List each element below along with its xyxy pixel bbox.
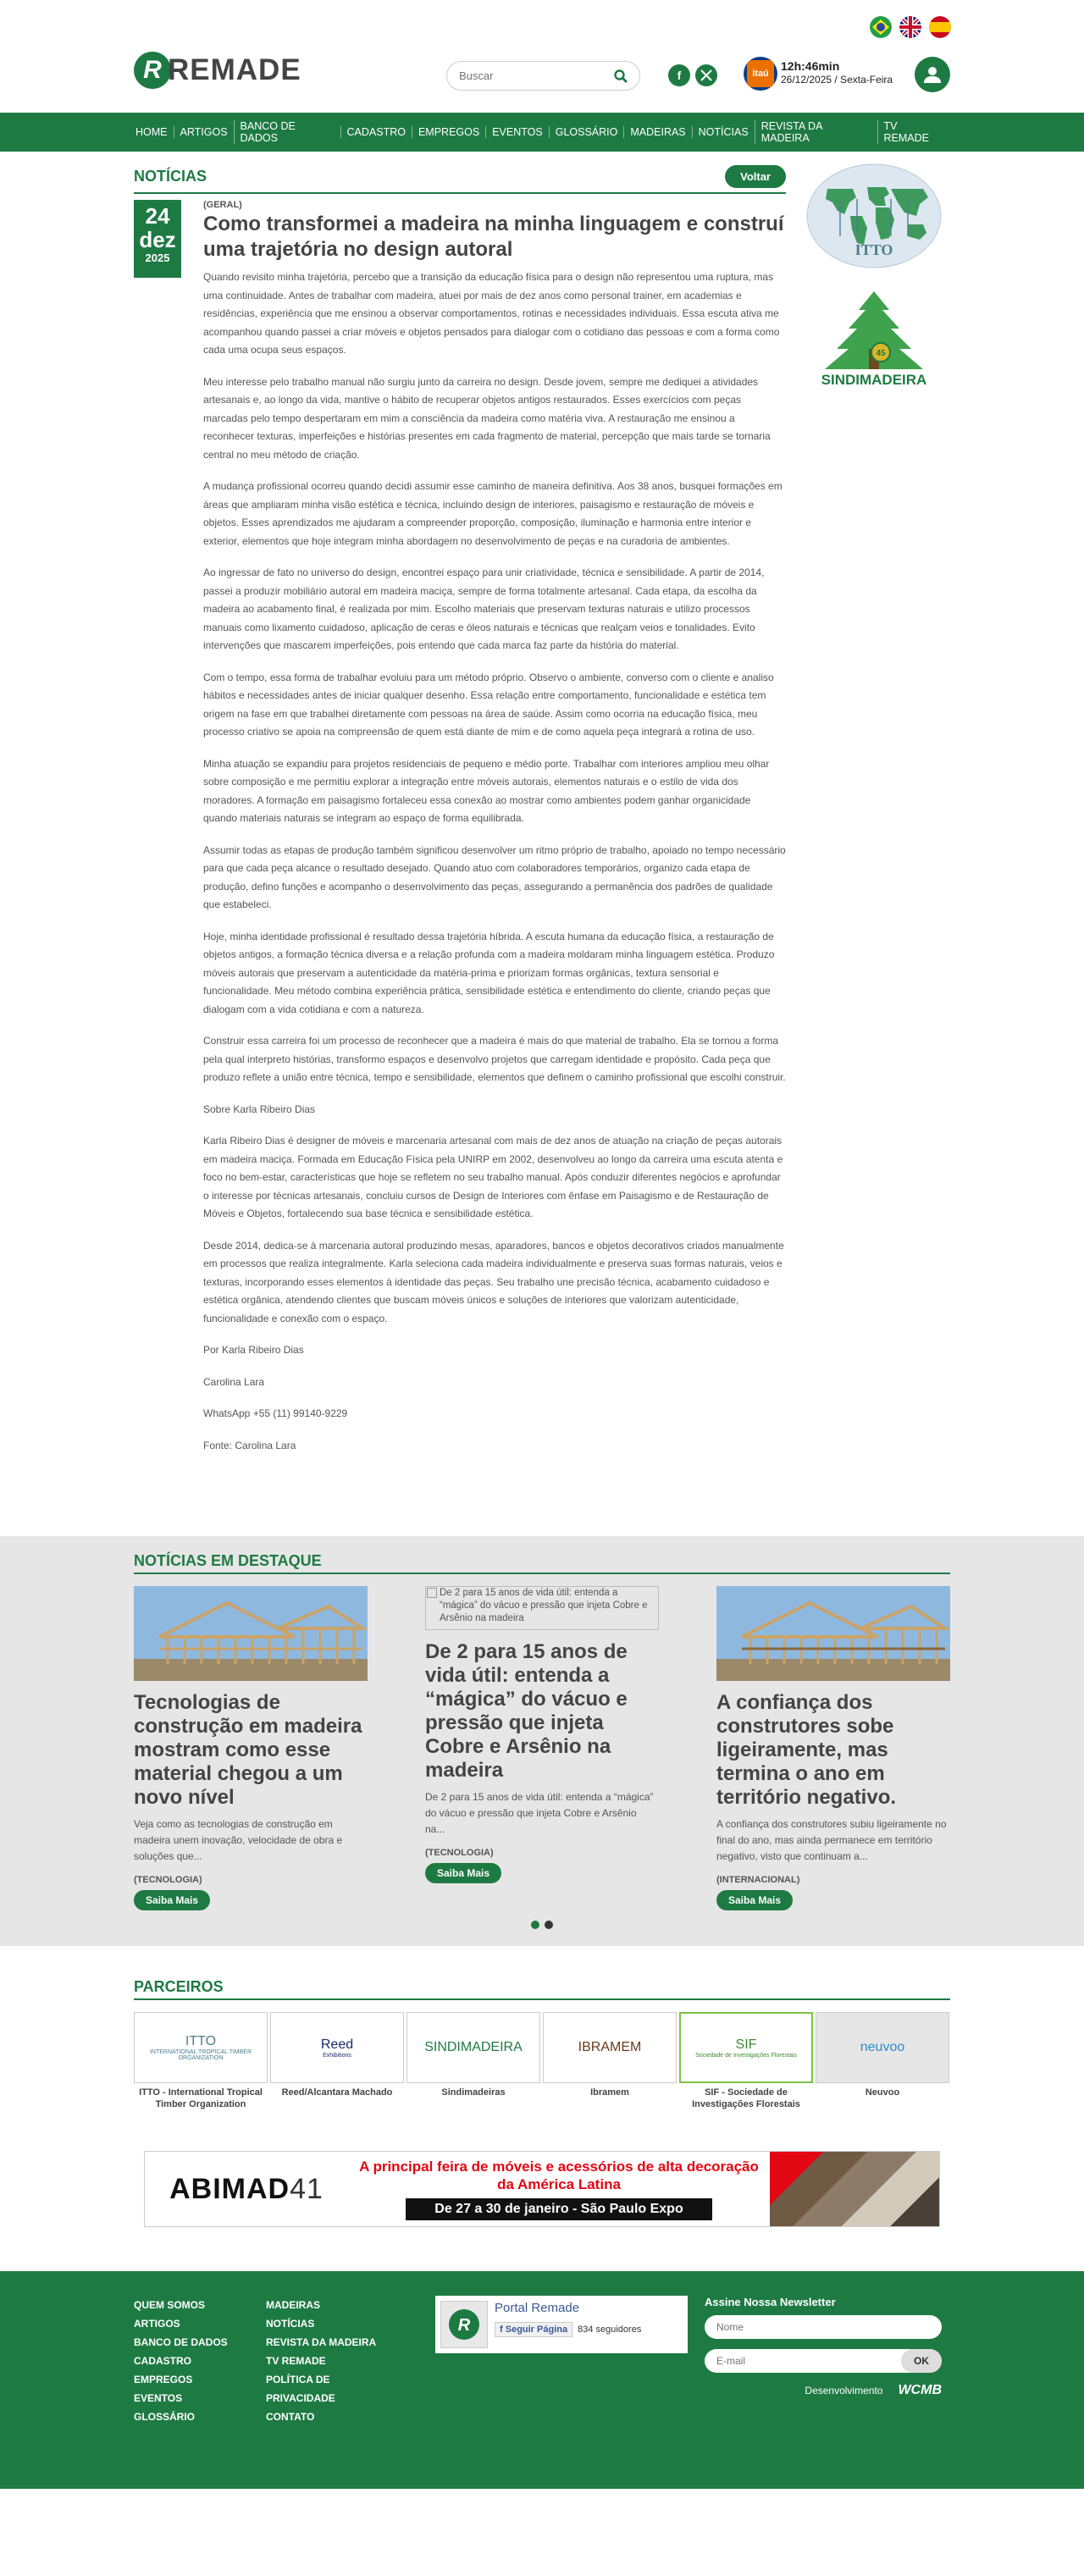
nav-item-madeiras[interactable]: MADEIRAS	[623, 126, 691, 138]
article-paragraph: Por Karla Ribeiro Dias	[203, 1344, 304, 1356]
partner-item[interactable]	[816, 2012, 949, 2110]
card-read-more-button[interactable]: Saiba Mais	[134, 1890, 210, 1910]
banner-brand-logo	[145, 2152, 348, 2226]
nav-item-empregos[interactable]: EMPREGOS	[412, 126, 485, 138]
footer-link[interactable]: NOTÍCIAS	[266, 2318, 315, 2330]
banner-photo	[770, 2152, 939, 2226]
footer-link[interactable]: TV REMADE	[266, 2355, 326, 2367]
nav-item-artigos[interactable]: ARTIGOS	[174, 126, 234, 138]
card-image-alt: De 2 para 15 anos de vida útil: entenda a “mágica” do vácuo e pressão que injeta Cobre e Arsênio na madeira	[440, 1588, 648, 1623]
partner-item[interactable]	[270, 2012, 404, 2110]
partners-section	[0, 1946, 1084, 2227]
newsletter-name-input[interactable]	[705, 2315, 942, 2339]
featured-news-section	[0, 1536, 1084, 1946]
developer-brand[interactable]: WCMB	[898, 2383, 942, 2397]
svg-text:R: R	[457, 2316, 471, 2335]
clock-widget	[781, 59, 893, 86]
partner-logo[interactable]	[134, 2012, 268, 2083]
article-paragraph: Carolina Lara	[203, 1375, 265, 1388]
footer-link[interactable]: CONTATO	[266, 2411, 315, 2423]
search-box	[446, 61, 640, 91]
card-excerpt: De 2 para 15 anos de vida útil: entenda a “mágica” do vácuo e pressão que injeta Cobre e Arsênio na...	[425, 1791, 654, 1835]
partner-name: Sindimadeiras	[441, 2087, 506, 2098]
facebook-follow-button[interactable]	[495, 2322, 572, 2337]
footer-link[interactable]: EVENTOS	[134, 2392, 183, 2404]
main-navigation	[0, 113, 1084, 152]
card-image[interactable]	[134, 1586, 368, 1681]
nav-item-cadastro[interactable]: CADASTRO	[340, 126, 412, 138]
footer-link[interactable]: ARTIGOS	[134, 2318, 180, 2330]
footer-link[interactable]: BANCO DE DADOS	[134, 2336, 228, 2348]
search-icon[interactable]	[614, 69, 628, 83]
partners-title: PARCEIROS	[134, 1978, 224, 1995]
nav-item-tv-remade[interactable]: TV REMADE	[877, 120, 950, 144]
footer-link[interactable]: MADEIRAS	[266, 2299, 321, 2311]
partner-logo-subtext: INTERNATIONAL TROPICAL TIMBER ORGANIZATION	[149, 2049, 252, 2061]
card-excerpt: Veja como as tecnologias de construção em madeira unem inovação, velocidade de obra e soluções que...	[134, 1818, 343, 1862]
card-read-more-button[interactable]: Saiba Mais	[425, 1863, 501, 1883]
partner-logo-text: neuvoo	[860, 2040, 905, 2054]
footer-link[interactable]: CADASTRO	[134, 2355, 191, 2367]
flag-spain-icon[interactable]	[929, 16, 951, 38]
card-excerpt: A confiança dos construtores subiu ligeiramente no final do ano, mas ainda permanece em território negativo, visto que continuam a...	[716, 1818, 947, 1862]
developer-label: Desenvolvimento	[805, 2385, 883, 2396]
date-year: 2025	[145, 252, 170, 264]
article-paragraph: A mudança profissional ocorreu quando decidi assumir esse caminho de maneira definitiva. Aos 38 anos, busquei formações em áreas que ampliaram minha visão estética e técnica, incluindo design de interiores, paisagismo e restauração de móveis e objetos. Esses aprendizados me ajudaram a compreender proporção, composição, iluminação e harmonia entre interior e exterior, elementos que hoje integram minha abordagem no desenvolvimento de peças e na curadoria de ambientes.	[203, 480, 783, 547]
partner-item[interactable]	[134, 2012, 268, 2110]
article-paragraph: Minha atuação se expandiu para projetos residenciais de pequeno e médio porte. Trabalhar com interiores ampliou meu olhar sobre composição e me permitiu explorar a integração entre móveis autorais, elementos naturais e o estilo de vida dos moradores. A formação em paisagismo fortaleceu essa conexão ao mostrar como ambientes podem ganhar organicidade quando materiais naturais se integram ao espaço de forma equilibrada.	[203, 757, 770, 824]
clock-time: 12h:46min	[781, 59, 840, 73]
twitter-x-icon[interactable]	[695, 64, 717, 86]
partner-logo[interactable]	[543, 2012, 677, 2083]
itto-label: ITTO	[854, 241, 893, 258]
partner-logo[interactable]	[816, 2012, 949, 2083]
carousel-dots	[134, 1921, 950, 1929]
partner-logo-text: ITTO	[185, 2034, 217, 2048]
article-paragraph: Assumir todas as etapas de produção também significou desenvolver um ritmo próprio de trabalho, apoiado no tempo necessário para que cada peça alcance o resultado desejado. Quando atuo com colaboradores temporários, organizo cada etapa de produção, defino funções e acompanho o desenvolvimento das peças, assegurando a permanência dos padrões de qualidade que estabeleci.	[203, 843, 786, 910]
card-title[interactable]: Tecnologias de construção em madeira mostram como esse material chegou a um novo nível	[134, 1691, 362, 1809]
facebook-page-avatar[interactable]	[440, 2301, 488, 2348]
footer-link[interactable]: POLÍTICA DE PRIVACIDADE	[266, 2374, 335, 2404]
article-paragraph: Construir essa carreira foi um processo de reconhecer que a madeira é mais do que material de trabalho. Ela se tornou a forma pela qual interpreto histórias, transformo espaços e desenvolvo projetos que carregam identidade e propósito. Cada peça que produzo reflete a união entre técnica, tempo e sensibilidade, elementos que definem o caminho profissional que escolhi construir.	[203, 1035, 786, 1083]
partner-name: Ibramem	[590, 2087, 629, 2098]
nav-item-home[interactable]: HOME	[136, 126, 168, 138]
card-title[interactable]: De 2 para 15 anos de vida útil: entenda a “mágica” do vácuo e pressão que injeta Cobre e Arsênio na madeira	[425, 1640, 628, 1782]
article-date-badge	[134, 200, 181, 278]
newsletter-submit-button[interactable]: OK	[901, 2349, 942, 2373]
partner-item[interactable]	[679, 2012, 813, 2110]
itau-sponsor-logo[interactable]	[744, 57, 777, 91]
user-account-button[interactable]	[915, 57, 950, 92]
carousel-dot-2[interactable]	[545, 1921, 553, 1929]
site-footer	[0, 2271, 1084, 2489]
logo-emblem-icon: R	[134, 52, 171, 89]
flag-brazil-icon[interactable]	[870, 16, 892, 38]
facebook-icon[interactable]: f	[668, 64, 690, 86]
partner-logo[interactable]	[406, 2012, 540, 2083]
partner-name: SIF - Sociedade de Investigações Florestais	[692, 2087, 800, 2109]
banner-brand: ABIMAD	[169, 2172, 290, 2205]
follow-label: Seguir Página	[505, 2324, 568, 2335]
banner-headline: A principal feira de móveis e acessórios de alta decoração da América Latina	[359, 2159, 759, 2192]
facebook-page-name[interactable]: Portal Remade	[495, 2301, 580, 2315]
partner-name: ITTO - International Tropical Timber Organization	[139, 2087, 263, 2109]
back-button[interactable]: Voltar	[725, 165, 786, 188]
date-day: 24	[145, 203, 170, 229]
partner-name: Reed/Alcantara Machado	[281, 2087, 393, 2098]
partner-name: Neuvoo	[865, 2087, 900, 2098]
article-paragraph: Karla Ribeiro Dias é designer de móveis e marcenaria artesanal com mais de dez anos de atuação na criação de peças autorais em madeira maciça. Formada em Educação Física pela UNIRP em 2002, desenvolveu ao longo da carreira uma escuta atenta e foco no bem-estar, características que hoje se refletem no seu trabalho manual. Após conduzir diferentes negócios e aprofundar o interesse por técnicas artesanais, concluiu cursos de Design de Interiores com ênfase em Paisagismo e de Restauração de Móveis e Objetos, fortalecendo sua base técnica e sensibilidade estética.	[203, 1135, 783, 1219]
newsletter-form	[705, 2296, 942, 2426]
footer-links-col1	[134, 2296, 266, 2426]
nav-item-notícias[interactable]: NOTÍCIAS	[692, 126, 755, 138]
article-paragraph: Desde 2014, dedica-se à marcenaria autoral produzindo mesas, aparadores, bancos e objetos decorativos criados manualmente em processos que realiza integralmente. Karla seleciona cada madeira individualmente e preserva suas formas naturais, veios e texturas, incorporando esses elementos à identidade das peças. Seu trabalho une precisão técnica, acabamento cuidadoso e estética orgânica, atendendo clientes que buscam móveis únicos e soluções de interiores que valorizam autenticidade, funcionalidade e conexão com o espaço.	[203, 1239, 784, 1324]
featured-card	[134, 1586, 368, 1910]
featured-card	[716, 1586, 950, 1910]
carousel-dot-1[interactable]	[531, 1921, 539, 1929]
nav-item-banco-de-dados[interactable]: BANCO DE DADOS	[234, 120, 340, 144]
footer-link[interactable]: EMPREGOS	[134, 2374, 193, 2385]
user-icon	[923, 65, 942, 84]
partner-logo-text: Reed	[320, 2037, 354, 2052]
card-category: (INTERNACIONAL)	[716, 1875, 800, 1885]
article-paragraph: Sobre Karla Ribeiro Dias	[203, 1103, 316, 1115]
partner-logo-subtext: Sociedade de Investigações Florestais	[695, 2052, 797, 2059]
section-header	[134, 163, 786, 194]
article-paragraph: Meu interesse pelo trabalho manual não surgiu junto da carreira no design. Desde jovem, sempre me dediquei a atividades artesanais e, ao longo da vida, mantive o hábito de recuperar objetos antigos restaurados. Esses exercícios com peças marcadas pelo tempo despertaram em mim a consciência da madeira como matéria viva. A restauração me ensinou a reconhecer texturas, imperfeições e histórias presentes em cada fragmento de material, percepção que mais tarde se tornaria central no meu método de criação.	[203, 375, 771, 461]
partner-item[interactable]	[406, 2012, 540, 2110]
partner-logo[interactable]	[270, 2012, 404, 2083]
card-read-more-button[interactable]: Saiba Mais	[716, 1890, 793, 1910]
facebook-icon: f	[500, 2324, 506, 2335]
article-body	[203, 268, 786, 1455]
partner-logo-text: SIF	[735, 2037, 757, 2052]
site-logo[interactable]	[134, 52, 301, 89]
footer-links-col2	[266, 2296, 401, 2426]
featured-title: NOTÍCIAS EM DESTAQUE	[134, 1552, 322, 1569]
partner-item[interactable]	[543, 2012, 677, 2110]
developer-credit	[705, 2383, 942, 2398]
broken-image-icon	[427, 1588, 437, 1598]
abimad-banner[interactable]	[144, 2151, 940, 2227]
sindi-label: SINDIMADEIRA	[821, 372, 927, 388]
nav-item-revista-da-madeira[interactable]: REVISTA DA MADEIRA	[755, 120, 877, 144]
partner-logo-text: IBRAMEM	[578, 2040, 642, 2054]
article-paragraph: WhatsApp +55 (11) 99140-9229	[203, 1407, 348, 1419]
flag-uk-icon[interactable]	[899, 16, 921, 38]
nav-item-eventos[interactable]: EVENTOS	[485, 126, 549, 138]
card-title[interactable]: A confiança dos construtores sobe ligeiramente, mas termina o ano em território negativo.	[716, 1691, 897, 1809]
partner-logo[interactable]	[679, 2012, 813, 2083]
article-category: (GERAL)	[203, 200, 242, 210]
article-section	[134, 163, 786, 1468]
itto-sidebar-logo[interactable]	[806, 163, 950, 273]
article-paragraph: Com o tempo, essa forma de trabalhar evoluiu para um método próprio. Observo o ambiente, converso com o cliente e analiso hábitos e necessidades antes de iniciar qualquer desenho. Essa relação entre comportamento, funcionalidade e estética tem origem na fase em que trabalhei diretamente com pessoas na área de saúde. Assim como ocorria na educação física, meu processo criativo se apoia na compreensão de quem está diante de mim e de como aquela peça integrará a rotina de uso.	[203, 671, 774, 738]
sidebar	[786, 163, 950, 1468]
date-month: dez	[139, 227, 176, 252]
nav-item-glossário[interactable]: GLOSSÁRIO	[549, 126, 624, 138]
newsletter-title: Assine Nossa Newsletter	[705, 2296, 836, 2308]
footer-link[interactable]: GLOSSÁRIO	[134, 2411, 196, 2423]
article-title: Como transformei a madeira na minha linguagem e construí uma trajetória no design autoral	[203, 213, 784, 261]
article-paragraph: Fonte: Carolina Lara	[203, 1439, 296, 1451]
card-category: (TECNOLOGIA)	[134, 1875, 202, 1885]
banner-dates: De 27 a 30 de janeiro - São Paulo Expo	[406, 2198, 711, 2220]
article-paragraph: Ao ingressar de fato no universo do design, encontrei espaço para unir criatividade, técnica e sensibilidade. A partir de 2014, passei a produzir mobiliário autoral em madeira maciça, sempre de forma totalmente artesanal. Cada etapa, da escolha da madeira ao acabamento final, é realizada por mim. Escolho materiais que preservam texturas naturais e utilizo processos manuais como lixamento cuidadoso, aplicação de ceras e óleos naturais e técnicas que realçam veios e tonalidades. Evito intervenções que mascarem imperfeições, pois entendo que cada marca faz parte da história do material.	[203, 567, 765, 651]
sindi-badge: 45	[876, 349, 886, 358]
section-title: NOTÍCIAS	[134, 167, 207, 185]
featured-card	[425, 1586, 659, 1910]
facebook-followers: 834 seguidores	[578, 2324, 642, 2335]
partner-logo-text: SINDIMADEIRA	[424, 2040, 523, 2054]
footer-link[interactable]: REVISTA DA MADEIRA	[266, 2336, 377, 2348]
clock-date: 26/12/2025 / Sexta-Feira	[781, 74, 893, 86]
partner-logo-subtext: Exhibitions	[323, 2052, 351, 2059]
footer-link[interactable]: QUEM SOMOS	[134, 2299, 206, 2311]
article-paragraph: Hoje, minha identidade profissional é resultado dessa trajetória híbrida. A escuta humana da educação física, a restauração de objetos antigos, a formação técnica diversa e a relação profunda com a madeira moldaram minha linguagem estética. Produzo móveis autorais que preservam a autenticidade da matéria-prima e priorizam formas orgânicas, textura sensorial e funcionalidade. Meu método combina experiência prática, sensibilidade estética e entendimento do cliente, criando peças que dialogam com a vida cotidiana e com a natureza.	[203, 930, 775, 1015]
site-header	[0, 0, 1084, 113]
language-flags	[870, 16, 951, 38]
card-image[interactable]	[716, 1586, 950, 1681]
card-image-broken[interactable]	[425, 1586, 659, 1630]
sponsor-label: itaú	[747, 60, 774, 87]
facebook-widget	[435, 2296, 688, 2353]
banner-edition: 41	[290, 2172, 324, 2205]
card-category: (TECNOLOGIA)	[425, 1848, 494, 1858]
sindimadeira-sidebar-logo[interactable]	[806, 288, 950, 394]
logo-text: REMADE	[168, 53, 301, 86]
search-input[interactable]	[459, 62, 611, 90]
article-paragraph: Quando revisito minha trajetória, percebo que a transição da educação física para o design não representou uma ruptura, mas uma continuidade. Antes de trabalhar com madeira, atuei por mais de dez anos como personal trainer, em academias e residências, experiência que me ensinou a observar comportamentos, rotinas e necessidades individuais. Essa escuta ativa me acompanhou quando passei a criar móveis e objetos pensados para dialogar com o cotidiano das pessoas e com a forma como cada uma ocupa seus espaços.	[203, 271, 780, 356]
